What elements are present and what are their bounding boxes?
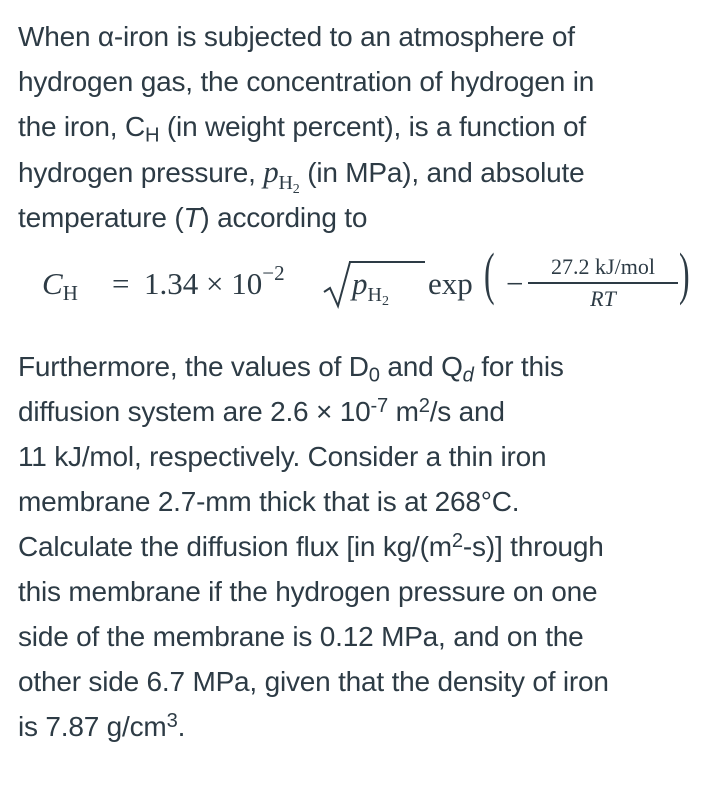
problem-line-6: this membrane if the hydrogen pressure on one bbox=[18, 576, 598, 607]
problem-line-9 bbox=[18, 704, 688, 749]
sqrt-subscript-2: 2 bbox=[381, 294, 389, 309]
equation-lhs bbox=[42, 266, 78, 305]
intro-line-3-text-a: the iron, C bbox=[18, 111, 145, 142]
fraction-denominator: RT bbox=[590, 285, 616, 311]
problem-line-1-text-a: Furthermore, the values of D bbox=[18, 351, 369, 382]
equation-lhs-subscript: H bbox=[62, 281, 78, 305]
coefficient-exponent: −2 bbox=[262, 261, 285, 285]
equation-lhs-c: C bbox=[42, 266, 63, 301]
exponent-fraction bbox=[528, 254, 678, 312]
problem-line-9-text-b: . bbox=[177, 711, 186, 742]
hydrogen-concentration-equation bbox=[18, 241, 690, 334]
coefficient-mantissa: 1.34 × 10 bbox=[144, 266, 263, 301]
problem-line-2 bbox=[18, 389, 688, 434]
equals-sign: = bbox=[112, 266, 130, 301]
problem-line-1 bbox=[18, 344, 688, 389]
cm3-exponent: 3 bbox=[166, 709, 178, 732]
problem-line-4: membrane 2.7-mm thick that is at 268°C. bbox=[18, 486, 520, 517]
pressure-subscript-2: 2 bbox=[292, 182, 300, 197]
exp-function: exp bbox=[428, 266, 473, 301]
m2-exponent: 2 bbox=[418, 394, 430, 417]
problem-line-5-text-a: Calculate the diffusion flux [in kg/(m bbox=[18, 531, 452, 562]
intro-line-4 bbox=[18, 149, 688, 195]
problem-line-2-text-b: m bbox=[387, 396, 419, 427]
minus-sign: − bbox=[506, 266, 524, 301]
ch-subscript: H bbox=[144, 124, 160, 147]
sqrt-subscript-h: H bbox=[367, 284, 382, 306]
left-paren: ( bbox=[484, 241, 495, 306]
intro-line-5-text-a: temperature ( bbox=[18, 202, 184, 233]
intro-paragraph bbox=[18, 14, 688, 240]
d0-subscript: 0 bbox=[368, 364, 380, 387]
problem-line-2-text-a: diffusion system are 2.6 × 10 bbox=[18, 396, 371, 427]
sqrt-argument bbox=[352, 266, 389, 309]
intro-line-5 bbox=[18, 195, 688, 240]
problem-line-8: other side 6.7 MPa, given that the density of iron bbox=[18, 666, 609, 697]
pressure-symbol: p bbox=[263, 154, 279, 189]
right-paren: ) bbox=[679, 241, 690, 306]
problem-line-3: 11 kJ/mol, respectively. Consider a thin iron bbox=[18, 441, 547, 472]
problem-paragraph bbox=[18, 344, 688, 749]
problem-line-9-text-a: is 7.87 g/cm bbox=[18, 711, 167, 742]
intro-line-4-text-a: hydrogen pressure, bbox=[18, 157, 264, 188]
problem-line-7: side of the membrane is 0.12 MPa, and on the bbox=[18, 621, 584, 652]
square-root-icon bbox=[322, 260, 352, 310]
pressure-subscript-h: H bbox=[278, 172, 293, 194]
intro-line-1: When α-iron is subjected to an atmosphere of bbox=[18, 21, 575, 52]
square-root-bar bbox=[349, 261, 425, 263]
equation-coefficient bbox=[144, 261, 285, 302]
sqrt-subscript bbox=[367, 284, 389, 309]
qd-subscript: d bbox=[462, 364, 474, 387]
intro-line-3-text-b: (in weight percent), is a function of bbox=[159, 111, 586, 142]
problem-line-2-text-c: /s and bbox=[429, 396, 505, 427]
intro-line-4-text-b: (in MPa), and absolute bbox=[299, 157, 585, 188]
intro-line-3 bbox=[18, 104, 688, 149]
flux-m2-exponent: 2 bbox=[451, 529, 463, 552]
fraction-bar bbox=[528, 282, 678, 284]
fraction-numerator: 27.2 kJ/mol bbox=[551, 254, 655, 279]
problem-line-5-text-b: -s)] through bbox=[462, 531, 604, 562]
intro-line-5-text-b: ) according to bbox=[200, 202, 368, 233]
intro-line-2: hydrogen gas, the concentration of hydrogen in bbox=[18, 66, 595, 97]
temperature-symbol: T bbox=[183, 202, 201, 233]
pressure-subscript bbox=[278, 172, 300, 197]
problem-text bbox=[18, 14, 688, 749]
problem-line-1-text-c: for this bbox=[473, 351, 564, 382]
problem-line-5 bbox=[18, 524, 688, 569]
problem-line-1-text-b: and Q bbox=[379, 351, 463, 382]
d0-exponent: -7 bbox=[370, 394, 388, 417]
sqrt-pressure: p bbox=[352, 266, 368, 301]
